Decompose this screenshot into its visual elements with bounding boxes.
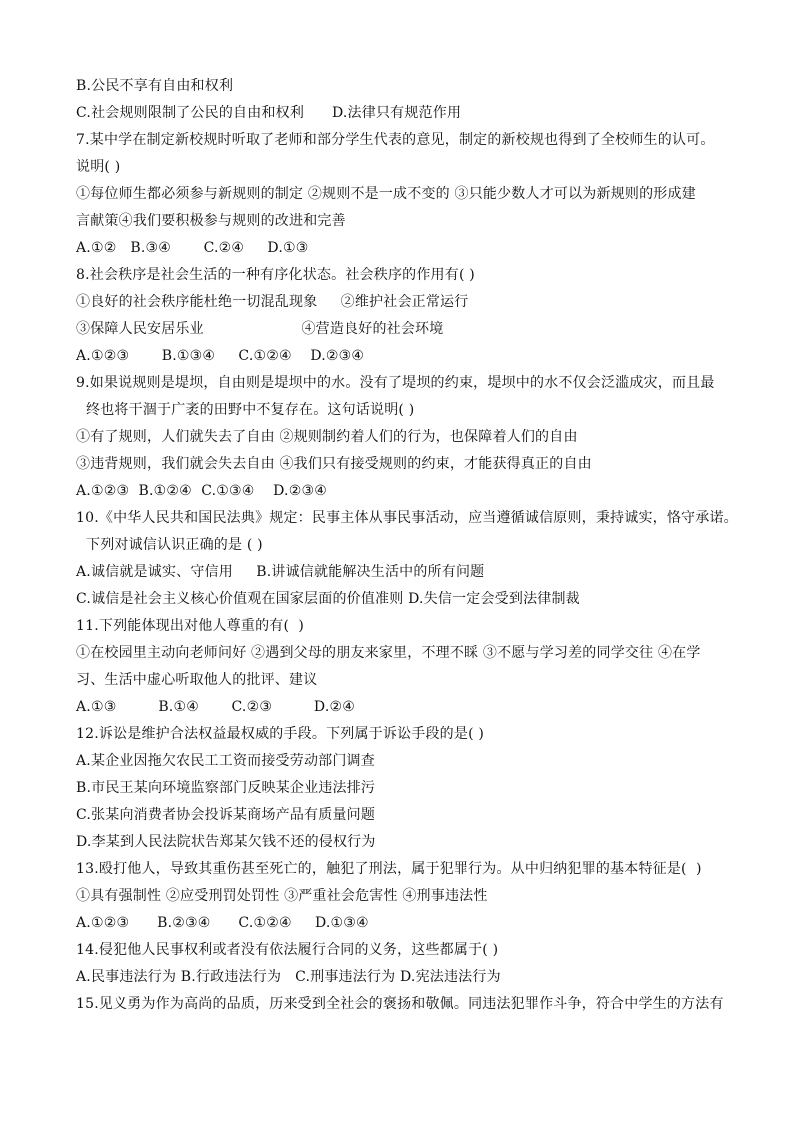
question-9: 9.如果说规则是堤坝，自由则是堤坝中的水。没有了堤坝的约束，堤坝中的水不仅会泛滥成灾，而且最 [76,375,715,391]
answer-options: A.①③ B.①④ C.②③ D.②④ [76,699,355,715]
question-8: 8.社会秩序是社会生活的一种有序化状态。社会秩序的作用有( ) [76,267,475,283]
question-13: 13.殴打他人，导致其重伤甚至死亡的，触犯了刑法，属于犯罪行为。从中归纳犯罪的基本特征是( ) [76,861,702,877]
statement-line: ①有了规则，人们就失去了自由 ②规则制约着人们的行为，也保障着人们的自由 [76,429,578,445]
question-7: 7.某中学在制定新校规时听取了老师和部分学生代表的意见，制定的新校规也得到了全校师生的认可。 [76,132,715,148]
question-10: 10.《中华人民共和国民法典》规定：民事主体从事民事活动，应当遵循诚信原则，秉持诚实，恪守承诺。 [76,510,738,526]
question-11: 11.下列能体现出对他人尊重的有( ) [76,618,305,634]
question-line: 说明( ) [76,159,121,175]
option-line: A.某企业因拖欠农民工工资而接受劳动部门调查 [76,753,375,769]
statement-line: ③保障人民安居乐业 ④营造良好的社会环境 [76,321,444,337]
option-line: B.市民王某向环境监察部门反映某企业违法排污 [76,780,376,796]
option-line: B.公民不享有自由和权利 [76,78,234,94]
question-14: 14.侵犯他人民事权利或者没有依法履行合同的义务，这些都属于( ) [76,942,499,958]
answer-options: A.①②③ B.①②④ C.①③④ D.②③④ [76,483,327,499]
question-12: 12.诉讼是维护合法权益最权威的手段。下列属于诉讼手段的是( ) [76,726,485,742]
option-line: C.社会规则限制了公民的自由和权利 D.法律只有规范作用 [76,105,462,121]
option-line: C.张某向消费者协会投诉某商场产品有质量问题 [76,807,376,823]
question-15: 15.见义勇为作为高尚的品质，历来受到全社会的褒扬和敬佩。同违法犯罪作斗争，符合中学生的方法有 [76,996,724,1012]
answer-options: A.民事违法行为 B.行政违法行为 C.刑事违法行为 D.宪法违法行为 [76,969,501,985]
answer-options: A.①②③ B.①③④ C.①②④ D.②③④ [76,348,365,364]
statement-line: 言献策④我们要积极参与规则的改进和完善 [76,213,346,229]
answer-options: A.①②③ B.②③④ C.①②④ D.①③④ [76,915,369,931]
answer-options: A.①② B.③④ C.②④ D.①③ [76,240,309,256]
question-line: 终也将干涸于广袤的田野中不复存在。这句话说明( ) [86,402,415,418]
statement-line: 习、生活中虚心听取他人的批评、建议 [76,672,318,688]
statement-line: ①每位师生都必须参与新规则的制定 ②规则不是一成不变的 ③只能少数人才可以为新规则的形成建 [76,186,696,202]
statement-line: ③违背规则，我们就会失去自由 ④我们只有接受规则的约束，才能获得真正的自由 [76,456,592,472]
option-line: C.诚信是社会主义核心价值观在国家层面的价值准则 D.失信一定会受到法律制裁 [76,591,580,607]
statement-line: ①具有强制性 ②应受刑罚处罚性 ③严重社会危害性 ④刑事违法性 [76,888,488,904]
statement-line: ①良好的社会秩序能杜绝一切混乱现象 ②维护社会正常运行 [76,294,469,310]
option-line: D.李某到人民法院状告郑某欠钱不还的侵权行为 [76,834,376,850]
question-line: 下列对诚信认识正确的是 ( ) [86,537,263,553]
option-line: A.诚信就是诚实、守信用 B.讲诚信就能解决生活中的所有问题 [76,564,485,580]
statement-line: ①在校园里主动向老师问好 ②遇到父母的朋友来家里，不理不睬 ③不愿与学习差的同学交往 ④在学 [76,645,701,661]
